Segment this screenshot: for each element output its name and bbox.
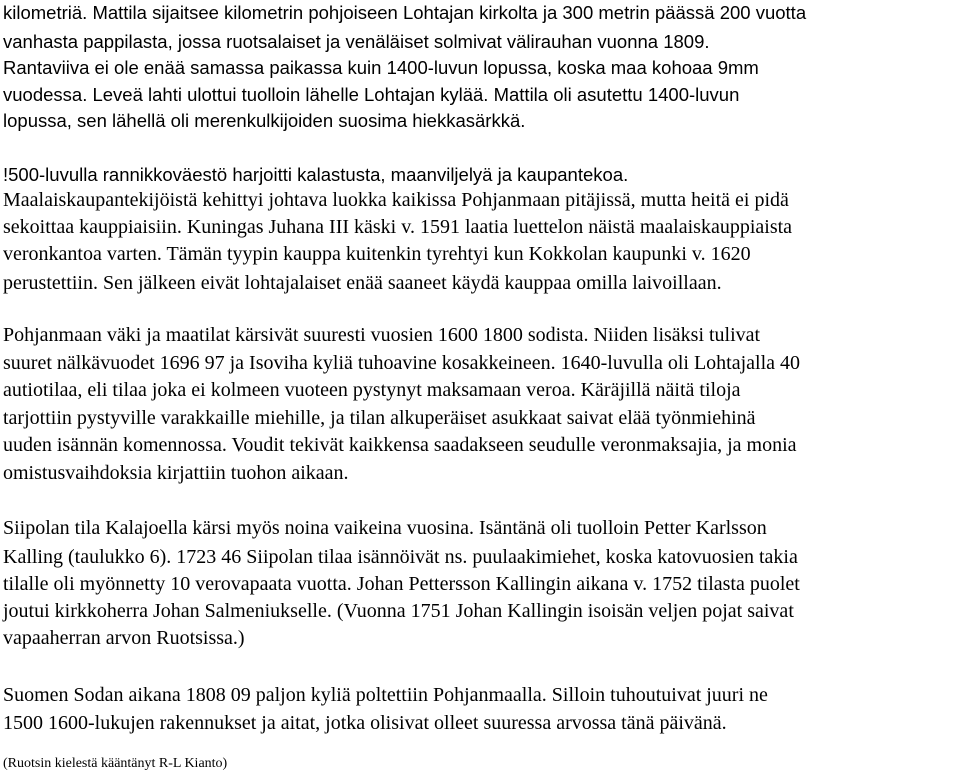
text-line: vapaaherran arvon Ruotsissa.) <box>3 627 245 649</box>
text-line: joutui kirkkoherra Johan Salmeniukselle. (Vuonna 1751 Johan Kallingin isoisän veljen pojat saivat <box>3 600 794 622</box>
text-line: Maalaiskaupantekijöistä kehittyi johtava luokka kaikissa Pohjanmaan pitäjissä, mutta heitä ei pidä <box>3 189 789 211</box>
text-line: vanhasta pappilasta, jossa ruotsalaiset ja venäläiset solmivat välirauhan vuonna 1809. <box>3 31 710 52</box>
text-line: Pohjanmaan väki ja maatilat kärsivät suuresti vuosien 1600 1800 sodista. Niiden lisäksi tulivat <box>3 324 761 346</box>
text-line: vuodessa. Leveä lahti ulottui tuolloin lähelle Lohtajan kylää. Mattila oli asutettu 1400-luvun <box>3 84 740 105</box>
text-line: autiotilaa, eli tilaa joka ei kolmeen vuoteen pystynyt maksamaan veroa. Käräjillä näitä tiloja <box>3 379 741 401</box>
text-line: perustettiin. Sen jälkeen eivät lohtajalaiset enää saaneet käydä kauppaa omilla laivoillaan. <box>3 272 722 294</box>
text-line: Suomen Sodan aikana 1808 09 paljon kyliä poltettiin Pohjanmaalla. Silloin tuhoutuivat juuri ne <box>3 684 768 706</box>
text-line: tarjottiin pystyville varakkaille miehille, ja tilan alkuperäiset asukkaat saivat elää työnmiehinä <box>3 407 756 429</box>
text-line: sekoittaa kauppiaisiin. Kuningas Juhana III käski v. 1591 laatia luettelon näistä maalaiskauppiaista <box>3 216 793 238</box>
text-line: uuden isännän komennossa. Voudit tekivät kaikkensa saadakseen seudulle veronmaksajia, ja monia <box>3 434 797 456</box>
text-line: Rantaviiva ei ole enää samassa paikassa kuin 1400-luvun lopussa, koska maa kohoaa 9mm <box>3 57 759 78</box>
text-line: Siipolan tila Kalajoella kärsi myös noina vaikeina vuosina. Isäntänä oli tuolloin Petter Karlsson <box>3 517 767 539</box>
text-line: !500-luvulla rannikkoväestö harjoitti kalastusta, maanviljelyä ja kaupantekoa. <box>3 164 629 185</box>
text-line: omistusvaihdoksia kirjattiin tuohon aikaan. <box>3 462 349 484</box>
text-line: suuret nälkävuodet 1696 97 ja Isoviha kyliä tuhoavine kosakkeineen. 1640-luvulla oli Lohtajalla 40 <box>3 352 801 374</box>
text-line: 1500 1600-lukujen rakennukset ja aitat, jotka olisivat olleet suuressa arvossa tänä päivänä. <box>3 712 727 734</box>
translator-credit: (Ruotsin kielestä kääntänyt R-L Kianto) <box>3 756 228 771</box>
text-line: Kalling (taulukko 6). 1723 46 Siipolan tilaa isännöivät ns. puulaakimiehet, koska katovuosien takia <box>3 546 798 568</box>
text-line: kilometriä. Mattila sijaitsee kilometrin pohjoiseen Lohtajan kirkolta ja 300 metrin päässä 200 vuotta <box>3 2 807 23</box>
text-line: tilalle oli myönnetty 10 verovapaata vuotta. Johan Pettersson Kallingin aikana v. 1752 tilasta puolet <box>3 573 800 595</box>
text-line: lopussa, sen lähellä oli merenkulkijoiden suosima hiekkasärkkä. <box>3 110 526 131</box>
text-line: veronkantoa varten. Tämän tyypin kauppa kuitenkin tyrehtyi kun Kokkolan kaupunki v. 1620 <box>3 243 751 265</box>
